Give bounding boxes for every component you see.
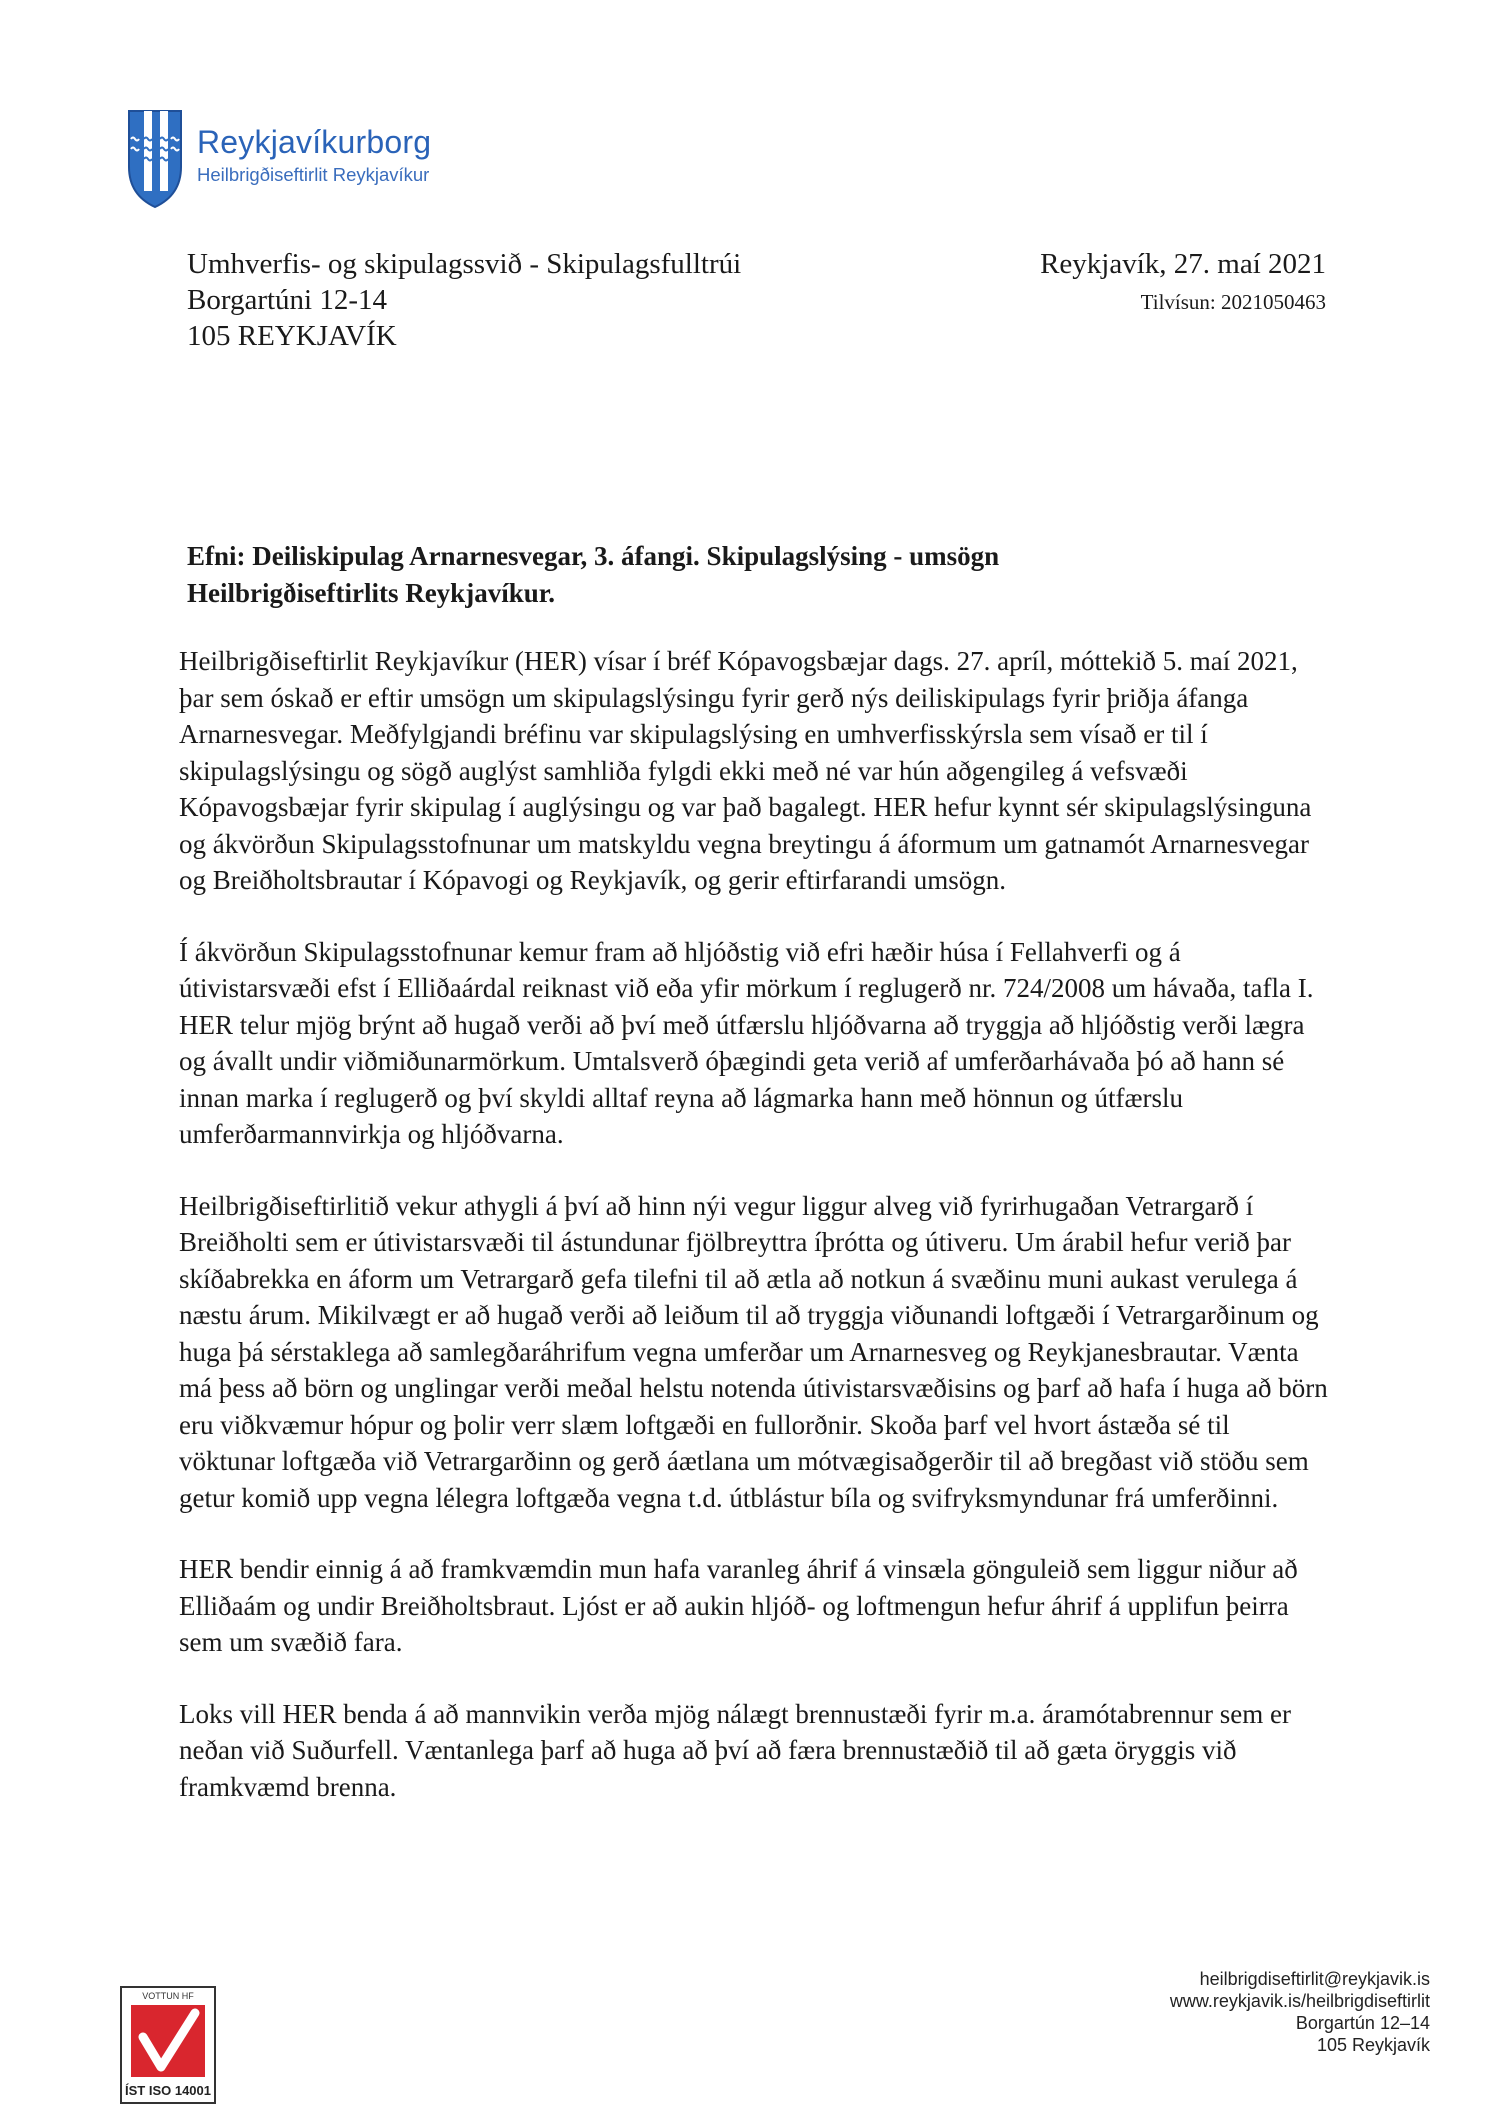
dept-name: Heilbrigðiseftirlit Reykjavíkur bbox=[197, 164, 430, 185]
cert-top-label: VOTTUN HF bbox=[142, 1991, 194, 2001]
body-paragraph: Í ákvörðun Skipulagsstofnunar kemur fram að hljóðstig við efri hæðir húsa í Fellahverfi og á útivistarsvæði efst í Elliðaárdal reiknast við eða yfir mörkum í reglugerð nr. 724/2008 um hávaða, tafla I. HER telur mjög brýnt að hugað verði að því með útfærslu hljóðvarna að tryggja að hljóðstig verði lægra og ávallt undir viðmiðunarmörkum. Umtalsverð óþægindi geta verið af umferðarhávaða þó að hann sé innan marka í reglugerð og því skyldi alltaf reyna að lágmarka hann með hönnun og útfærslu umferðarmannvirkja og hljóðvarna. bbox=[179, 936, 1314, 1149]
contact-website[interactable]: www.reykjavik.is/heilbrigdiseftirlit bbox=[1169, 1991, 1430, 2011]
body-paragraph: HER bendir einnig á að framkvæmdin mun hafa varanleg áhrif á vinsæla gönguleið sem liggur niður að Elliðaám og undir Breiðholtsbraut. Ljóst er að aukin hljóð- og loftmengun hefur áhrif á upplifun þeirra sem um svæðið fara. bbox=[179, 1554, 1298, 1657]
contact-postal: 105 Reykjavík bbox=[1316, 2035, 1430, 2055]
recipient-line: Borgartúni 12-14 bbox=[187, 284, 388, 316]
body-paragraph: Heilbrigðiseftirlitið vekur athygli á því að hinn nýi vegur liggur alveg við fyrirhugaðan Vetrargarð í Breiðholti sem er útivistarsvæði til ástundunar fjölbreyttra íþrótta og útiveru. Um árabil hefur verið þar skíðabrekka en áform um Vetrargarð gefa tilefni til að ætla að notkun á svæðinu muni aukast verulega á næstu árum. Mikilvægt er að hugað verði að leiðum til að tryggja viðunandi loftgæði í Vetrargarðinum og huga þá sérstaklega að samlegðaráhrifum vegna umferðar um Arnarnesveg og Reykjanesbrautar. Vænta má þess að börn og unglingar verði meðal helstu notenda útivistarsvæðisins og þarf að hafa í huga að börn eru viðkvæmur hópur og þolir verr slæm loftgæði en fullorðnir. Skoða þarf vel hvort ástæða sé til vöktunar loftgæða við Vetrargarðinn og gerð áætlana um mótvægisaðgerðir til að bregðast við stöðu sem getur komið upp vegna lélegra loftgæða vegna t.d. útblástur bíla og svifryksmyndunar frá umferðinni. bbox=[179, 1190, 1328, 1513]
reference-number: Tilvísun: 2021050463 bbox=[1140, 290, 1326, 314]
contact-address: Borgartún 12–14 bbox=[1295, 2013, 1430, 2033]
recipient-line: 105 REYKJAVÍK bbox=[187, 320, 397, 352]
letter-body bbox=[179, 643, 1329, 1840]
letter-date: Reykjavík, 27. maí 2021 bbox=[1040, 248, 1326, 280]
recipient-line: Umhverfis- og skipulagssvið - Skipulagsfulltrúi bbox=[187, 248, 742, 280]
subject-line: Heilbrigðiseftirlits Reykjavíkur. bbox=[187, 578, 555, 608]
contact-email[interactable]: heilbrigdiseftirlit@reykjavik.is bbox=[1199, 1969, 1430, 1989]
letter-subject bbox=[187, 538, 1337, 612]
contact-block bbox=[1050, 1968, 1430, 2056]
subject-line: Efni: Deiliskipulag Arnarnesvegar, 3. áfangi. Skipulagslýsing - umsögn bbox=[187, 541, 1000, 571]
body-paragraph: Loks vill HER benda á að mannvikin verða mjög nálægt brennustæði fyrir m.a. áramótabrennur sem er neðan við Suðurfell. Væntanlega þarf að huga að því að færa brennustæðið til að gæta öryggis við framkvæmd brenna. bbox=[179, 1698, 1291, 1802]
iso-certification-badge bbox=[113, 1985, 223, 2105]
recipient-address bbox=[187, 246, 741, 354]
org-name: Reykjavíkurborg bbox=[197, 124, 432, 160]
body-paragraph: Heilbrigðiseftirlit Reykjavíkur (HER) vísar í bréf Kópavogsbæjar dags. 27. apríl, móttekið 5. maí 2021, þar sem óskað er eftir umsögn um skipulagslýsingu fyrir gerð nýs deiliskipulags fyrir þriðja áfanga Arnarnesvegar. Meðfylgjandi bréfinu var skipulagslýsing en umhverfisskýrsla sem vísað er til í skipulagslýsingu og sögð auglýst samhliða fylgdi ekki með né var hún aðgengileg á vefsvæði Kópavogsbæjar fyrir skipulag í auglýsingu og var það bagalegt. HER hefur kynnt sér skipulagslýsinguna og ákvörðun Skipulagsstofnunar um matskyldu vegna breytingu á áformum um gatnamót Arnarnesvegar og Breiðholtsbrautar í Kópavogi og Reykjavík, og gerir eftirfarandi umsögn. bbox=[179, 646, 1312, 895]
cert-bottom-label: ÍST ISO 14001 bbox=[125, 2083, 211, 2098]
reykjavik-shield-icon bbox=[127, 109, 183, 209]
